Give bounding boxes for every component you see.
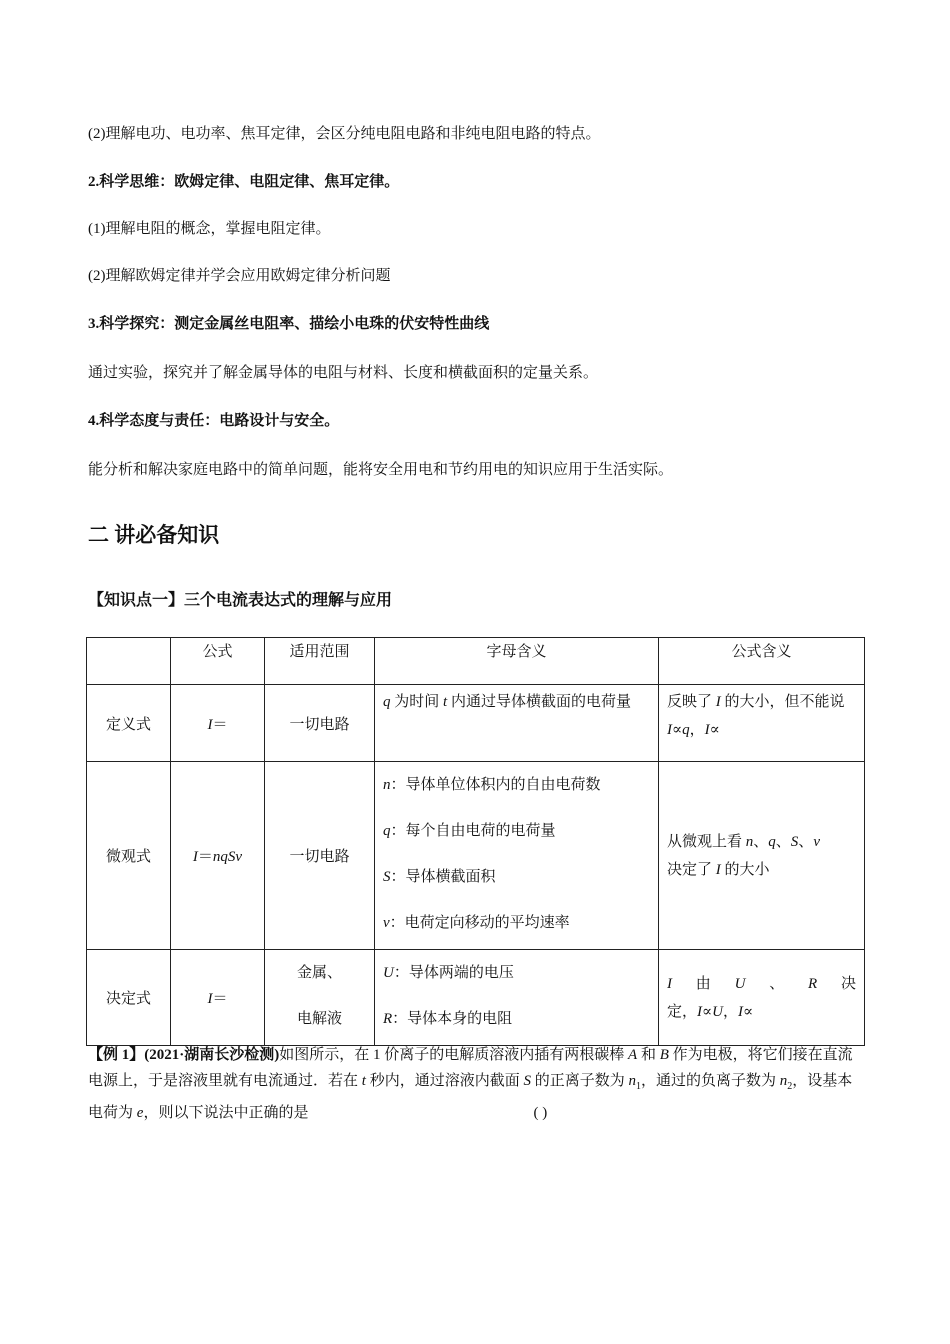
row-letter-meaning	[375, 950, 659, 1046]
intro-line-5: 3.科学探究：测定金属丝电阻率、描绘小电珠的伏安特性曲线	[88, 316, 490, 332]
list-item: v：电荷定向移动的平均速率	[383, 915, 570, 931]
intro-line-1: (2)理解电功、电功率、焦耳定律，会区分纯电阻电路和非纯电阻电路的特点。	[88, 126, 601, 142]
intro-line-2: 2.科学思维：欧姆定律、电阻定律、焦耳定律。	[88, 174, 400, 190]
list-item: q：每个自由电荷的电荷量	[383, 823, 556, 839]
row-formula: I＝	[171, 685, 265, 762]
example-label: 【例 1】	[88, 1047, 145, 1063]
list-item: U：导体两端的电压	[383, 965, 514, 981]
list-item: R：导体本身的电阻	[383, 1011, 513, 1027]
header-cell	[87, 638, 171, 685]
knowledge-point-title: 【知识点一】三个电流表达式的理解与应用	[88, 592, 393, 609]
header-cell: 公式含义	[659, 638, 865, 685]
intro-line-7: 4.科学态度与责任：电路设计与安全。	[88, 413, 340, 429]
row-scope: 一切电路	[265, 762, 375, 950]
header-cell: 公式	[171, 638, 265, 685]
list-item: S：导体横截面积	[383, 869, 496, 885]
header-cell: 适用范围	[265, 638, 375, 685]
row-letter-meaning	[375, 762, 659, 950]
intro-line-6: 通过实验，探究并了解金属导体的电阻与材料、长度和横截面积的定量关系。	[88, 365, 599, 381]
table-row	[87, 950, 865, 1046]
row-name: 定义式	[87, 685, 171, 762]
formula-table	[86, 637, 865, 1046]
row-letter-meaning: q 为时间 t 内通过导体横截面的电荷量	[375, 685, 659, 762]
example-source: (2021·湖南长沙检测)	[144, 1047, 280, 1063]
row-formula-meaning: 反映了 I 的大小，但不能说I∝q，I∝	[659, 685, 865, 762]
row-formula-meaning: 从微观上看 n、q、S、v 决定了 I 的大小	[659, 762, 865, 950]
header-cell: 字母含义	[375, 638, 659, 685]
row-scope: 金属、 电解液	[265, 950, 375, 1046]
row-name: 微观式	[87, 762, 171, 950]
example-paragraph: 【例 1】(2021·湖南长沙检测)如图所示，在 1 价离子的电解质溶液内插有两根碳棒 A 和 B 作为电极，将它们接在直流电源上，于是溶液里就有电流通过．若在 t 秒内，通过溶液内截面 S 的正离子数为 $n_1$，通过的负离子数为 $n_2$，设基本电荷为 e，则以下说法中正确的是 ( )	[88, 1047, 853, 1121]
row-formula-meaning: I 由 U 、 R 决 定，I∝U，I∝	[659, 950, 865, 1046]
row-name: 决定式	[87, 950, 171, 1046]
intro-line-8: 能分析和解决家庭电路中的简单问题，能将安全用电和节约用电的知识应用于生活实际。	[88, 462, 674, 478]
row-formula: I＝	[171, 950, 265, 1046]
intro-line-4: (2)理解欧姆定律并学会应用欧姆定律分析问题	[88, 268, 391, 284]
table-row	[87, 762, 865, 950]
table-header-row	[87, 638, 865, 685]
list-item: n：导体单位体积内的自由电荷数	[383, 777, 601, 793]
intro-line-3: (1)理解电阻的概念，掌握电阻定律。	[88, 221, 331, 237]
answer-blank: ( )	[533, 1105, 548, 1121]
table-row	[87, 685, 865, 762]
row-scope: 一切电路	[265, 685, 375, 762]
section-title: 二 讲必备知识	[88, 523, 220, 547]
row-formula: I＝nqSv	[171, 762, 265, 950]
